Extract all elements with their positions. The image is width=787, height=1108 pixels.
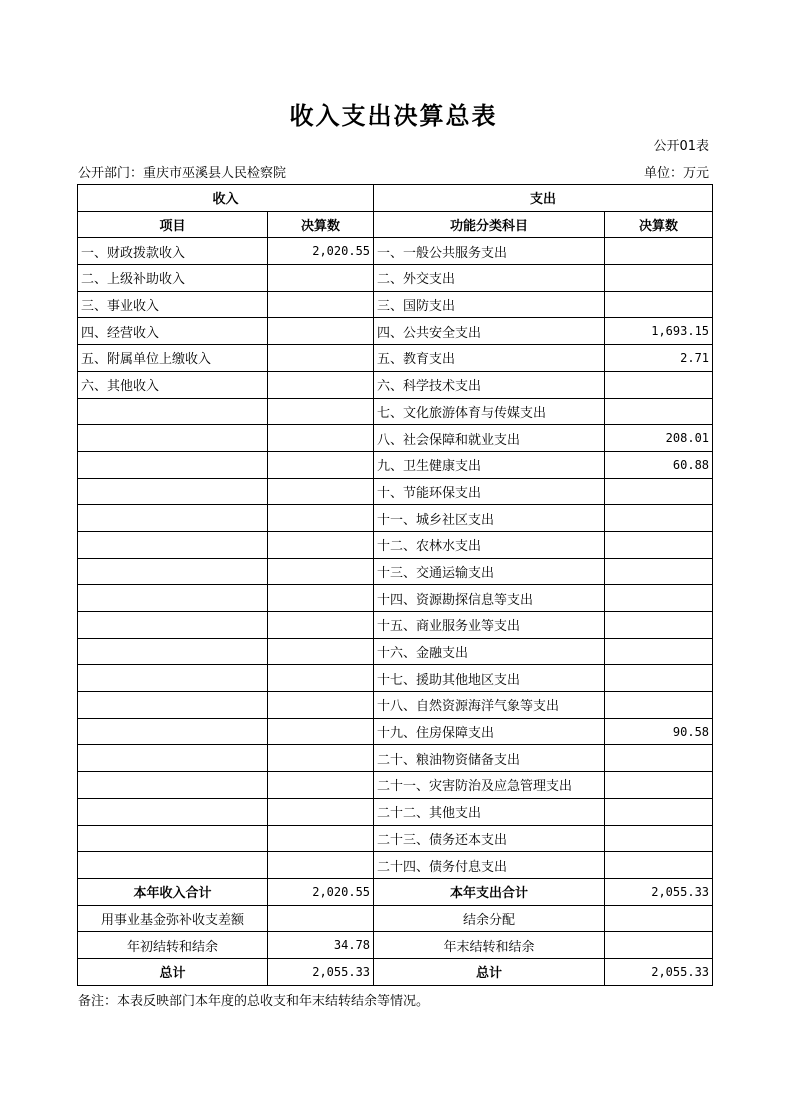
- income-item-cell: 四、经营收入: [78, 318, 268, 345]
- grand-expense-label: 总计: [374, 958, 605, 985]
- income-item-cell: [78, 425, 268, 452]
- fund-value: [268, 905, 374, 932]
- table-row: [78, 318, 713, 345]
- income-amount-cell: [268, 718, 374, 745]
- table-row: [78, 852, 713, 879]
- expense-header: 支出: [374, 185, 713, 212]
- table-row: [78, 291, 713, 318]
- income-item-cell: [78, 638, 268, 665]
- form-number: 公开01表: [653, 139, 709, 154]
- expense-amount-cell: 90.58: [605, 718, 713, 745]
- expense-item-cell: 六、科学技术支出: [374, 371, 605, 398]
- table-subheader-row: [78, 211, 713, 238]
- expense-item-cell: 八、社会保障和就业支出: [374, 425, 605, 452]
- expense-amount-cell: [605, 585, 713, 612]
- income-item-cell: [78, 692, 268, 719]
- income-item-cell: [78, 665, 268, 692]
- table-row: [78, 265, 713, 292]
- table-body: [78, 238, 713, 879]
- expense-item-cell: 二十二、其他支出: [374, 798, 605, 825]
- expense-amount-cell: 1,693.15: [605, 318, 713, 345]
- income-amount-cell: [268, 318, 374, 345]
- fund-label: 用事业基金弥补收支差额: [78, 905, 268, 932]
- expense-amount-cell: [605, 612, 713, 639]
- table-row: [78, 478, 713, 505]
- expense-total-value: 2,055.33: [605, 878, 713, 905]
- expense-amount-cell: [605, 531, 713, 558]
- income-item-cell: [78, 585, 268, 612]
- expense-item-cell: 二十三、债务还本支出: [374, 825, 605, 852]
- income-amount-cell: [268, 585, 374, 612]
- amount-header: 决算数: [605, 211, 713, 238]
- income-item-cell: [78, 745, 268, 772]
- summary-row-fund: [78, 905, 713, 932]
- end-carryover-label: 年末结转和结余: [374, 932, 605, 959]
- begin-carryover-value: 34.78: [268, 932, 374, 959]
- table-row: [78, 451, 713, 478]
- income-amount-cell: [268, 798, 374, 825]
- income-item-cell: [78, 531, 268, 558]
- surplus-label: 结余分配: [374, 905, 605, 932]
- table-row: [78, 505, 713, 532]
- surplus-value: [605, 905, 713, 932]
- expense-amount-cell: [605, 558, 713, 585]
- table-row: [78, 398, 713, 425]
- expense-item-cell: 三、国防支出: [374, 291, 605, 318]
- expense-item-cell: 七、文化旅游体育与传媒支出: [374, 398, 605, 425]
- expense-item-cell: 十四、资源勘探信息等支出: [374, 585, 605, 612]
- footnote: 备注：本表反映部门本年度的总收支和年末结转结余等情况。: [78, 994, 430, 1009]
- expense-amount-cell: 2.71: [605, 345, 713, 372]
- income-amount-cell: [268, 478, 374, 505]
- expense-item-cell: 十九、住房保障支出: [374, 718, 605, 745]
- income-item-cell: [78, 798, 268, 825]
- income-item-cell: [78, 612, 268, 639]
- expense-amount-cell: [605, 505, 713, 532]
- income-total-label: 本年收入合计: [78, 878, 268, 905]
- item-header: 项目: [78, 211, 268, 238]
- income-item-cell: [78, 505, 268, 532]
- expense-amount-cell: [605, 238, 713, 265]
- table-row: [78, 772, 713, 799]
- expense-item-cell: 九、卫生健康支出: [374, 451, 605, 478]
- income-amount-cell: 2,020.55: [268, 238, 374, 265]
- income-item-cell: 一、财政拨款收入: [78, 238, 268, 265]
- table-row: [78, 798, 713, 825]
- expense-amount-cell: [605, 692, 713, 719]
- income-amount-cell: [268, 692, 374, 719]
- budget-summary-table: [77, 184, 713, 986]
- grand-expense-value: 2,055.33: [605, 958, 713, 985]
- expense-amount-cell: [605, 745, 713, 772]
- expense-item-cell: 十三、交通运输支出: [374, 558, 605, 585]
- expense-amount-cell: [605, 398, 713, 425]
- expense-amount-cell: [605, 852, 713, 879]
- function-item-header: 功能分类科目: [374, 211, 605, 238]
- income-item-cell: 五、附属单位上缴收入: [78, 345, 268, 372]
- summary-row-carryover: [78, 932, 713, 959]
- income-amount-cell: [268, 345, 374, 372]
- expense-item-cell: 十七、援助其他地区支出: [374, 665, 605, 692]
- grand-income-value: 2,055.33: [268, 958, 374, 985]
- table-row: [78, 612, 713, 639]
- income-amount-cell: [268, 451, 374, 478]
- expense-amount-cell: [605, 798, 713, 825]
- table-row: [78, 745, 713, 772]
- table-row: [78, 531, 713, 558]
- income-item-cell: 二、上级补助收入: [78, 265, 268, 292]
- income-total-value: 2,020.55: [268, 878, 374, 905]
- expense-amount-cell: 208.01: [605, 425, 713, 452]
- expense-amount-cell: [605, 478, 713, 505]
- expense-total-label: 本年支出合计: [374, 878, 605, 905]
- expense-item-cell: 十、节能环保支出: [374, 478, 605, 505]
- table-row: [78, 665, 713, 692]
- income-item-cell: [78, 772, 268, 799]
- unit-label: 单位：万元: [643, 166, 709, 181]
- table-row: [78, 238, 713, 265]
- begin-carryover-label: 年初结转和结余: [78, 932, 268, 959]
- amount-header: 决算数: [268, 211, 374, 238]
- income-item-cell: [78, 825, 268, 852]
- expense-item-cell: 一、一般公共服务支出: [374, 238, 605, 265]
- expense-amount-cell: [605, 825, 713, 852]
- expense-amount-cell: [605, 665, 713, 692]
- income-amount-cell: [268, 371, 374, 398]
- end-carryover-value: [605, 932, 713, 959]
- expense-amount-cell: [605, 371, 713, 398]
- table-row: [78, 692, 713, 719]
- expense-amount-cell: [605, 772, 713, 799]
- department-label: 公开部门：重庆市巫溪县人民检察院: [78, 166, 287, 181]
- income-amount-cell: [268, 665, 374, 692]
- income-amount-cell: [268, 825, 374, 852]
- expense-item-cell: 二十四、债务付息支出: [374, 852, 605, 879]
- expense-item-cell: 十一、城乡社区支出: [374, 505, 605, 532]
- income-header: 收入: [78, 185, 374, 212]
- income-item-cell: 六、其他收入: [78, 371, 268, 398]
- expense-amount-cell: [605, 638, 713, 665]
- income-amount-cell: [268, 265, 374, 292]
- summary-row-grand-total: [78, 958, 713, 985]
- income-amount-cell: [268, 558, 374, 585]
- expense-item-cell: 二十、粮油物资储备支出: [374, 745, 605, 772]
- income-item-cell: [78, 558, 268, 585]
- income-amount-cell: [268, 291, 374, 318]
- expense-item-cell: 四、公共安全支出: [374, 318, 605, 345]
- expense-item-cell: 二、外交支出: [374, 265, 605, 292]
- income-amount-cell: [268, 852, 374, 879]
- table-row: [78, 585, 713, 612]
- expense-item-cell: 五、教育支出: [374, 345, 605, 372]
- expense-item-cell: 十五、商业服务业等支出: [374, 612, 605, 639]
- expense-item-cell: 十六、金融支出: [374, 638, 605, 665]
- income-amount-cell: [268, 612, 374, 639]
- expense-item-cell: 十二、农林水支出: [374, 531, 605, 558]
- income-amount-cell: [268, 531, 374, 558]
- expense-amount-cell: [605, 265, 713, 292]
- income-item-cell: [78, 718, 268, 745]
- income-item-cell: [78, 451, 268, 478]
- income-amount-cell: [268, 745, 374, 772]
- income-amount-cell: [268, 425, 374, 452]
- table-header-row: [78, 185, 713, 212]
- income-amount-cell: [268, 398, 374, 425]
- table-row: [78, 425, 713, 452]
- page-title: 收入支出决算总表: [289, 101, 498, 130]
- table-row: [78, 718, 713, 745]
- income-item-cell: [78, 852, 268, 879]
- table-row: [78, 345, 713, 372]
- expense-item-cell: 十八、自然资源海洋气象等支出: [374, 692, 605, 719]
- income-amount-cell: [268, 638, 374, 665]
- grand-income-label: 总计: [78, 958, 268, 985]
- table-row: [78, 558, 713, 585]
- expense-amount-cell: 60.88: [605, 451, 713, 478]
- income-amount-cell: [268, 505, 374, 532]
- income-item-cell: 三、事业收入: [78, 291, 268, 318]
- expense-item-cell: 二十一、灾害防治及应急管理支出: [374, 772, 605, 799]
- summary-row-total: [78, 878, 713, 905]
- table-row: [78, 825, 713, 852]
- income-item-cell: [78, 478, 268, 505]
- expense-amount-cell: [605, 291, 713, 318]
- table-row: [78, 638, 713, 665]
- table-row: [78, 371, 713, 398]
- income-item-cell: [78, 398, 268, 425]
- income-amount-cell: [268, 772, 374, 799]
